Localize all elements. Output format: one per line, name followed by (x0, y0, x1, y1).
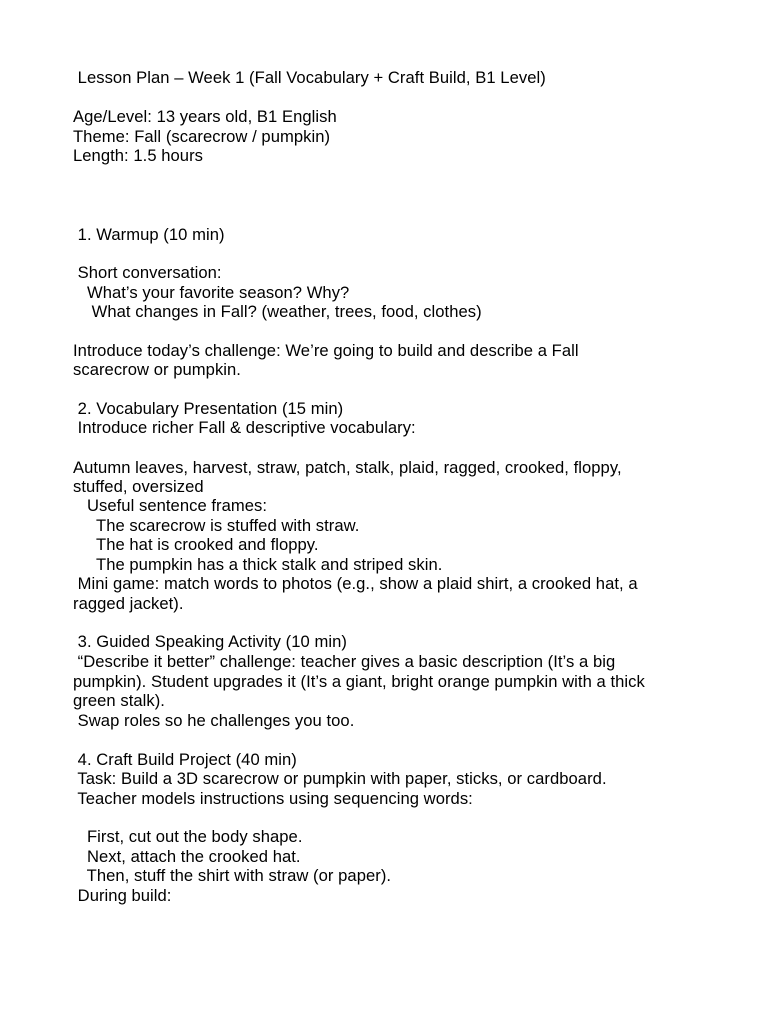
mini-game: ragged jacket). (73, 594, 184, 613)
meta-theme: Theme: Fall (scarecrow / pumpkin) (73, 127, 331, 146)
mini-game: Mini game: match words to photos (e.g., show a plaid shirt, a crooked hat, a (73, 574, 638, 593)
warmup-challenge: scarecrow or pumpkin. (73, 360, 241, 379)
warmup-intro: Short conversation: (73, 263, 222, 282)
vocabulary-intro: Introduce richer Fall & descriptive vocabulary: (73, 418, 416, 437)
vocabulary-words: stuffed, oversized (73, 477, 204, 496)
craft-step: First, cut out the body shape. (73, 827, 303, 846)
sentence-frame: The scarecrow is stuffed with straw. (73, 516, 360, 535)
warmup-question: What changes in Fall? (weather, trees, food, clothes) (73, 302, 482, 321)
vocabulary-heading: 2. Vocabulary Presentation (15 min) (73, 399, 344, 418)
warmup-question: What’s your favorite season? Why? (73, 283, 350, 302)
meta-length: Length: 1.5 hours (73, 146, 204, 165)
sentence-frame: The hat is crooked and floppy. (73, 535, 319, 554)
craft-step: Next, attach the crooked hat. (73, 847, 301, 866)
speaking-swap: Swap roles so he challenges you too. (73, 711, 355, 730)
craft-step: Then, stuff the shirt with straw (or paper). (73, 866, 392, 885)
sentence-frame: The pumpkin has a thick stalk and striped skin. (73, 555, 443, 574)
sentence-frames-label: Useful sentence frames: (73, 496, 268, 515)
speaking-body: pumpkin). Student upgrades it (It’s a giant, bright orange pumpkin with a thick (73, 672, 645, 691)
warmup-challenge: Introduce today’s challenge: We’re going to build and describe a Fall (73, 341, 579, 360)
warmup-heading: 1. Warmup (10 min) (73, 225, 225, 244)
craft-task: Task: Build a 3D scarecrow or pumpkin with paper, sticks, or cardboard. (73, 769, 607, 788)
speaking-body: “Describe it better” challenge: teacher gives a basic description (It’s a big (73, 652, 616, 671)
document-title: Lesson Plan – Week 1 (Fall Vocabulary + Craft Build, B1 Level) (73, 68, 546, 87)
meta-age-level: Age/Level: 13 years old, B1 English (73, 107, 337, 126)
craft-during: During build: (73, 886, 172, 905)
craft-models: Teacher models instructions using sequencing words: (73, 789, 473, 808)
vocabulary-words: Autumn leaves, harvest, straw, patch, stalk, plaid, ragged, crooked, floppy, (73, 458, 622, 477)
speaking-heading: 3. Guided Speaking Activity (10 min) (73, 632, 347, 651)
speaking-body: green stalk). (73, 691, 165, 710)
craft-heading: 4. Craft Build Project (40 min) (73, 750, 297, 769)
